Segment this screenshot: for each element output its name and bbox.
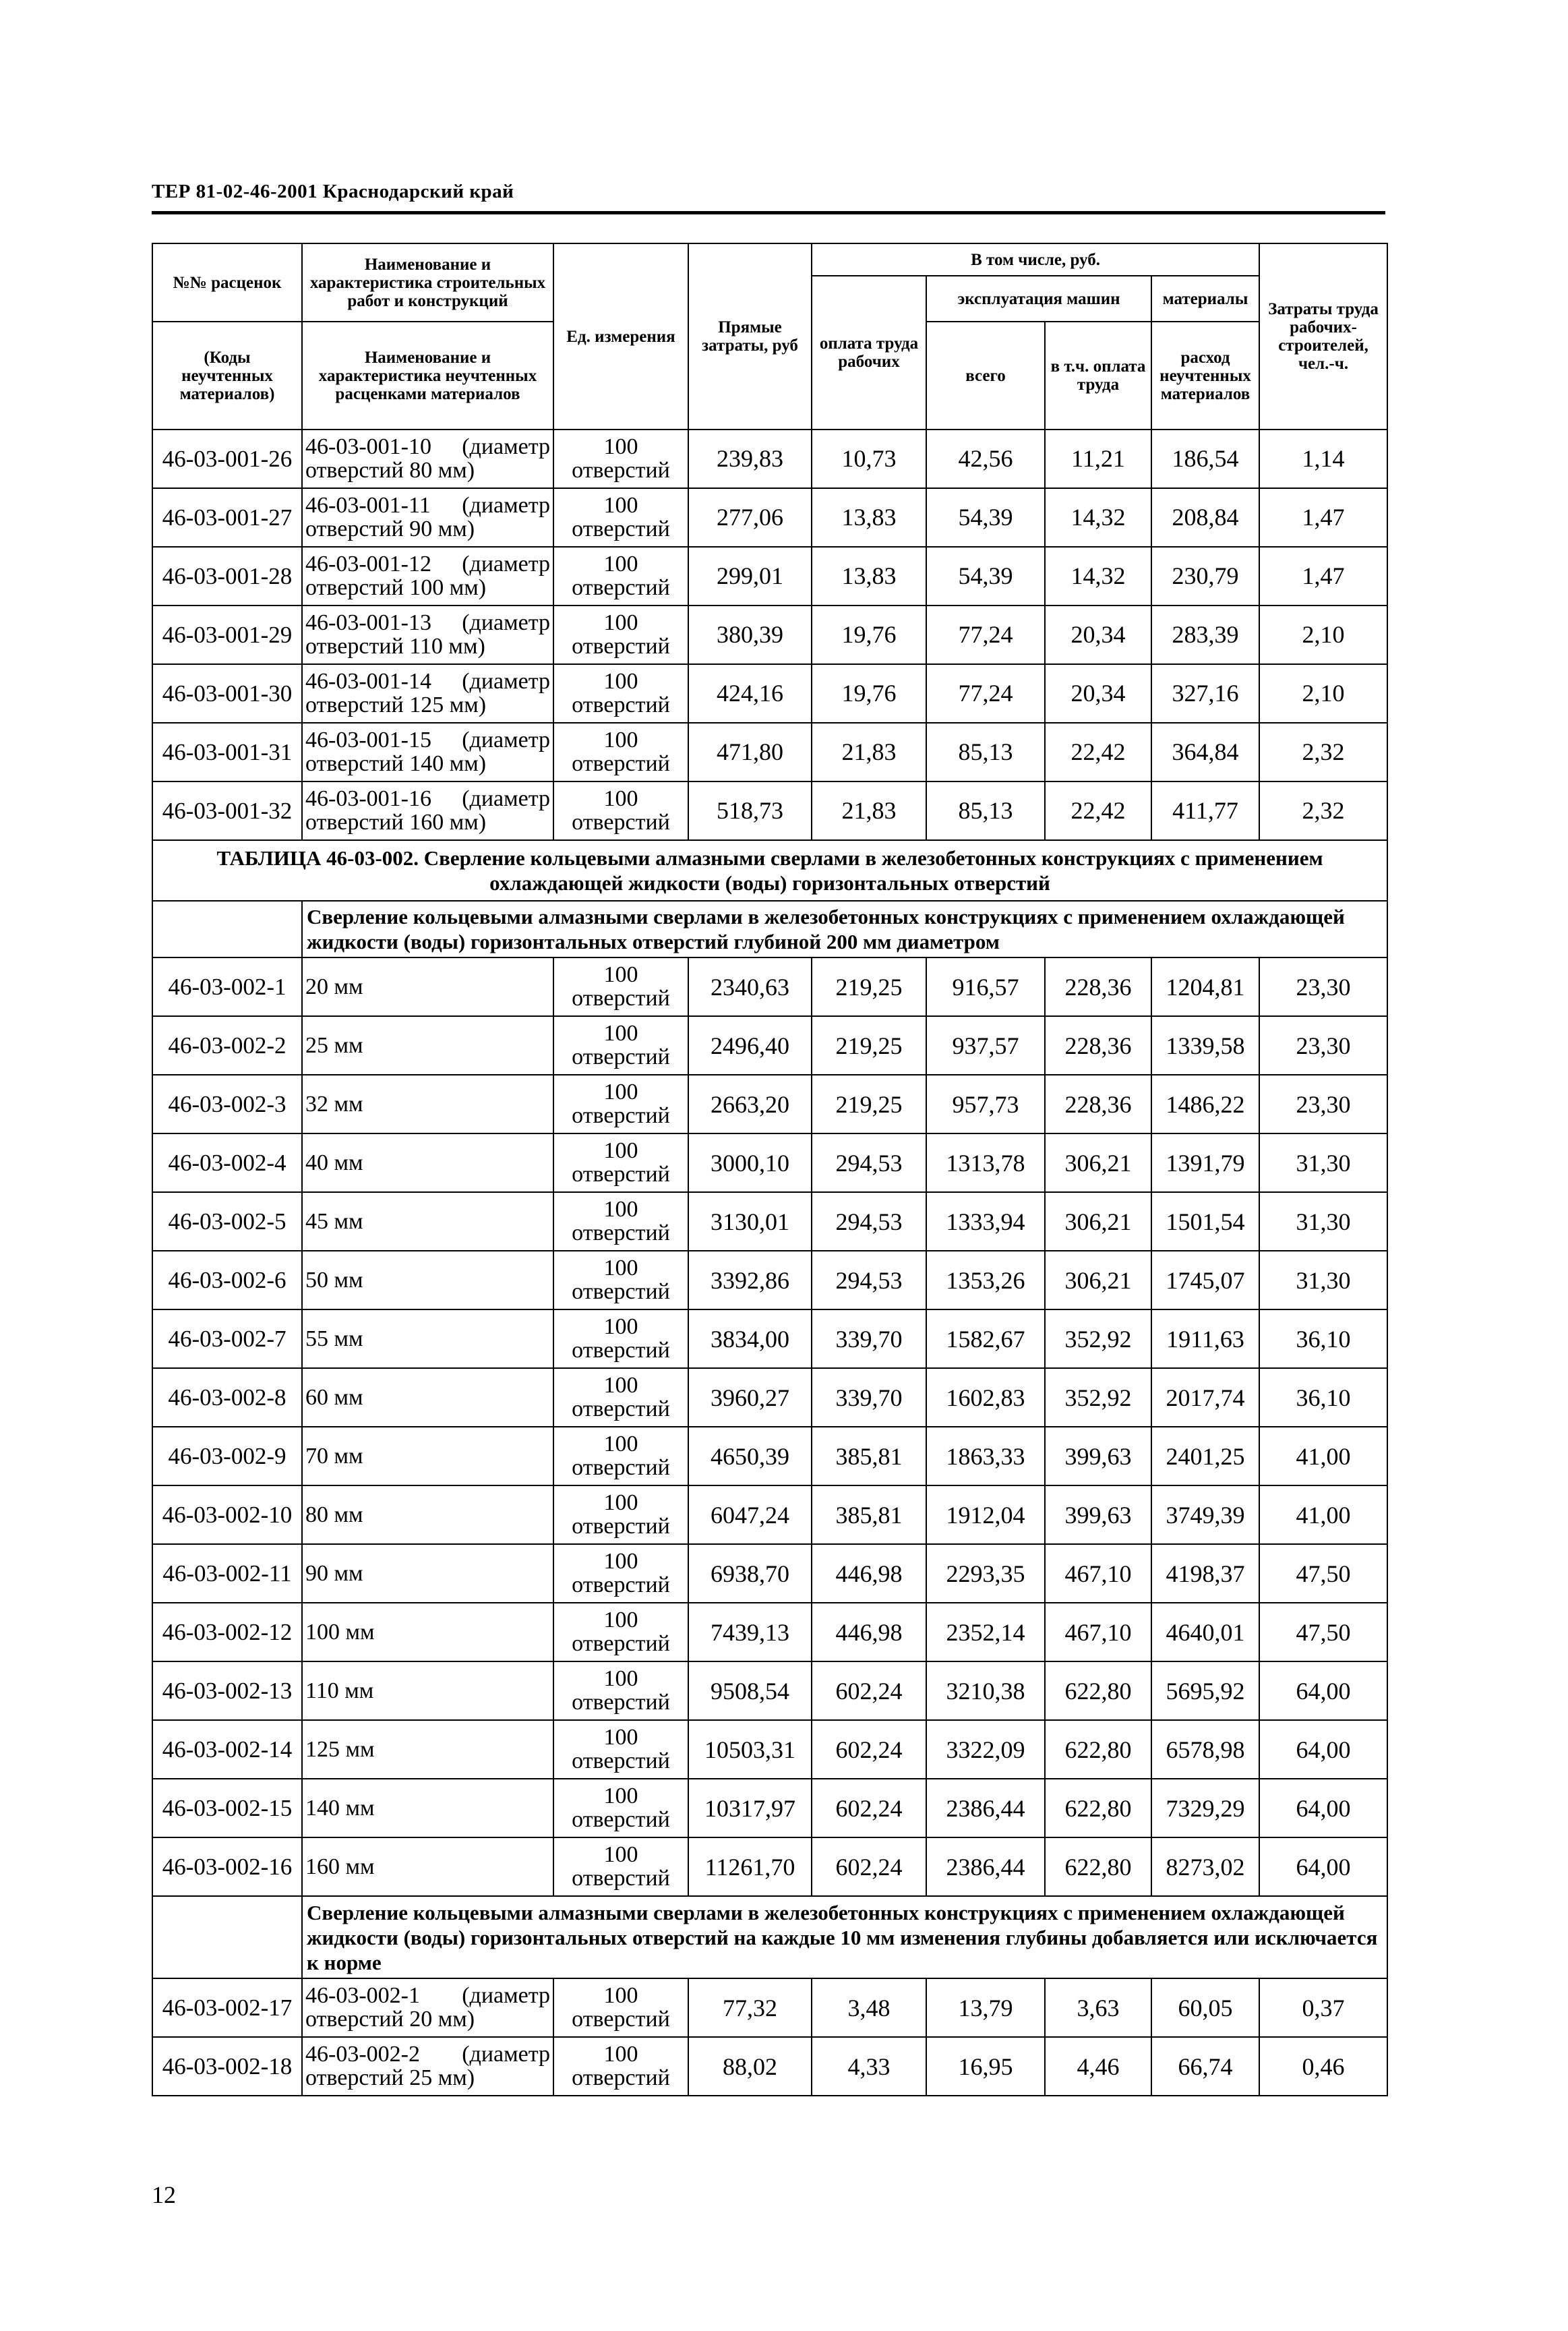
cell-code: 46-03-001-31 [152, 723, 302, 781]
cell-mach: 1582,67 [926, 1309, 1045, 1368]
cell-mach-labor: 14,32 [1045, 488, 1151, 547]
cell-direct: 10317,97 [688, 1779, 812, 1837]
cell-name: 100 мм [302, 1603, 553, 1661]
cell-mach-labor: 467,10 [1045, 1603, 1151, 1661]
cell-mat: 186,54 [1151, 430, 1259, 488]
cell-mach: 54,39 [926, 488, 1045, 547]
cell-unit: 100 отверстий [553, 430, 688, 488]
page-number: 12 [152, 2181, 176, 2208]
empty-code-cell [152, 1896, 302, 1978]
table-row [152, 2037, 1387, 2096]
cell-unit: 100 отверстий [553, 664, 688, 723]
cell-code: 46-03-002-17 [152, 1978, 302, 2037]
cell-hours: 36,10 [1259, 1309, 1387, 1368]
cell-mat: 327,16 [1151, 664, 1259, 723]
cell-hours: 41,00 [1259, 1427, 1387, 1485]
cell-name: 45 мм [302, 1192, 553, 1251]
cell-unit: 100 отверстий [553, 1544, 688, 1603]
cell-code: 46-03-001-29 [152, 606, 302, 664]
empty-code-cell [152, 901, 302, 957]
table-row [152, 1016, 1387, 1075]
cell-mach-labor: 622,80 [1045, 1661, 1151, 1720]
cell-name: 20 мм [302, 957, 553, 1016]
cell-hours: 23,30 [1259, 1075, 1387, 1133]
cell-mat: 1911,63 [1151, 1309, 1259, 1368]
cell-unit: 100 отверстий [553, 1661, 688, 1720]
cell-name: 25 мм [302, 1016, 553, 1075]
table-row [152, 1544, 1387, 1603]
cell-hours: 31,30 [1259, 1251, 1387, 1309]
cell-code: 46-03-002-11 [152, 1544, 302, 1603]
cell-labor: 294,53 [812, 1251, 926, 1309]
header-materials-sub: расход неучтенных материалов [1151, 322, 1259, 430]
cell-hours: 2,32 [1259, 781, 1387, 840]
header-name-bottom: Наименование и характеристика неучтенных расценками материалов [302, 322, 553, 430]
cell-unit: 100 отверстий [553, 723, 688, 781]
cell-name: 60 мм [302, 1368, 553, 1427]
table-row [152, 1485, 1387, 1544]
cell-mach-labor: 20,34 [1045, 606, 1151, 664]
cell-code: 46-03-002-12 [152, 1603, 302, 1661]
cell-name: 46-03-002-2 (диаметр отверстий 25 мм) [302, 2037, 553, 2096]
table-row [152, 1427, 1387, 1485]
cell-mat: 1339,58 [1151, 1016, 1259, 1075]
cell-name: 46-03-001-10 (диаметр отверстий 80 мм) [302, 430, 553, 488]
table-row [152, 606, 1387, 664]
cell-mach-labor: 11,21 [1045, 430, 1151, 488]
table-row [152, 1192, 1387, 1251]
table-row [152, 1309, 1387, 1368]
cell-labor: 602,24 [812, 1837, 926, 1896]
cell-code: 46-03-002-7 [152, 1309, 302, 1368]
cell-mach-labor: 228,36 [1045, 1075, 1151, 1133]
table-row [152, 430, 1387, 488]
table-row [152, 1661, 1387, 1720]
cell-unit: 100 отверстий [553, 1309, 688, 1368]
cell-direct: 277,06 [688, 488, 812, 547]
header-machines-total: всего [926, 322, 1045, 430]
cell-labor: 219,25 [812, 1075, 926, 1133]
table-row [152, 957, 1387, 1016]
cell-hours: 2,10 [1259, 664, 1387, 723]
cell-mach-labor: 228,36 [1045, 1016, 1151, 1075]
cell-mach-labor: 228,36 [1045, 957, 1151, 1016]
cell-labor: 4,33 [812, 2037, 926, 2096]
cell-mach-labor: 14,32 [1045, 547, 1151, 606]
cell-direct: 2340,63 [688, 957, 812, 1016]
cell-hours: 41,00 [1259, 1485, 1387, 1544]
cell-code: 46-03-001-27 [152, 488, 302, 547]
cell-direct: 10503,31 [688, 1720, 812, 1779]
header-labor-pay: оплата труда рабочих [812, 276, 926, 430]
cell-unit: 100 отверстий [553, 1837, 688, 1896]
cell-name: 46-03-001-14 (диаметр отверстий 125 мм) [302, 664, 553, 723]
cell-mat: 1486,22 [1151, 1075, 1259, 1133]
cell-hours: 23,30 [1259, 957, 1387, 1016]
cell-unit: 100 отверстий [553, 781, 688, 840]
cell-name: 70 мм [302, 1427, 553, 1485]
cell-mach-labor: 467,10 [1045, 1544, 1151, 1603]
cell-direct: 518,73 [688, 781, 812, 840]
cell-mat: 4640,01 [1151, 1603, 1259, 1661]
section-title: Сверление кольцевыми алмазными сверлами в железобетонных конструкциях с применением охлаждающей жидкости (воды) горизонтальных отверстий глубиной 200 мм диаметром [302, 901, 1387, 957]
cell-direct: 3960,27 [688, 1368, 812, 1427]
header-code-bottom: (Коды неучтенных материалов) [152, 322, 302, 430]
cell-mat: 2401,25 [1151, 1427, 1259, 1485]
cell-mat: 3749,39 [1151, 1485, 1259, 1544]
table-row [152, 723, 1387, 781]
header-rule [152, 211, 1385, 214]
cell-unit: 100 отверстий [553, 1485, 688, 1544]
cell-mach: 54,39 [926, 547, 1045, 606]
table-row [152, 664, 1387, 723]
cell-mat: 66,74 [1151, 2037, 1259, 2096]
cell-mach: 42,56 [926, 430, 1045, 488]
cell-labor: 219,25 [812, 1016, 926, 1075]
cell-unit: 100 отверстий [553, 488, 688, 547]
cell-hours: 0,37 [1259, 1978, 1387, 2037]
cell-code: 46-03-002-10 [152, 1485, 302, 1544]
cell-mach: 1333,94 [926, 1192, 1045, 1251]
cell-mat: 1745,07 [1151, 1251, 1259, 1309]
table-row [152, 1603, 1387, 1661]
cell-labor: 10,73 [812, 430, 926, 488]
cell-mat: 8273,02 [1151, 1837, 1259, 1896]
cell-direct: 88,02 [688, 2037, 812, 2096]
cell-mat: 283,39 [1151, 606, 1259, 664]
header-name: Наименование и характеристика строительных работ и конструкций [302, 243, 553, 322]
cell-mach: 1863,33 [926, 1427, 1045, 1485]
cell-direct: 299,01 [688, 547, 812, 606]
cell-hours: 64,00 [1259, 1661, 1387, 1720]
cell-code: 46-03-002-14 [152, 1720, 302, 1779]
cell-hours: 64,00 [1259, 1779, 1387, 1837]
cell-labor: 339,70 [812, 1309, 926, 1368]
cell-direct: 471,80 [688, 723, 812, 781]
cell-mach-labor: 352,92 [1045, 1368, 1151, 1427]
cell-mach: 85,13 [926, 723, 1045, 781]
cell-unit: 100 отверстий [553, 1251, 688, 1309]
cell-labor: 446,98 [812, 1544, 926, 1603]
cell-labor: 385,81 [812, 1427, 926, 1485]
cell-unit: 100 отверстий [553, 1016, 688, 1075]
cell-mach: 1353,26 [926, 1251, 1045, 1309]
cell-mat: 4198,37 [1151, 1544, 1259, 1603]
cell-hours: 31,30 [1259, 1192, 1387, 1251]
cell-hours: 1,47 [1259, 547, 1387, 606]
cell-unit: 100 отверстий [553, 1779, 688, 1837]
cell-labor: 294,53 [812, 1192, 926, 1251]
cell-hours: 64,00 [1259, 1837, 1387, 1896]
cell-mach: 2293,35 [926, 1544, 1045, 1603]
cell-mat: 1204,81 [1151, 957, 1259, 1016]
cell-direct: 424,16 [688, 664, 812, 723]
cell-mat: 2017,74 [1151, 1368, 1259, 1427]
cell-unit: 100 отверстий [553, 2037, 688, 2096]
cell-hours: 0,46 [1259, 2037, 1387, 2096]
cell-mach-labor: 306,21 [1045, 1133, 1151, 1192]
cell-mach: 77,24 [926, 606, 1045, 664]
cell-direct: 3392,86 [688, 1251, 812, 1309]
cell-direct: 4650,39 [688, 1427, 812, 1485]
cell-code: 46-03-001-26 [152, 430, 302, 488]
cell-mat: 5695,92 [1151, 1661, 1259, 1720]
cell-mat: 7329,29 [1151, 1779, 1259, 1837]
cell-labor: 21,83 [812, 723, 926, 781]
cell-direct: 6047,24 [688, 1485, 812, 1544]
cell-name: 46-03-002-1 (диаметр отверстий 20 мм) [302, 1978, 553, 2037]
cell-mach: 77,24 [926, 664, 1045, 723]
cell-name: 90 мм [302, 1544, 553, 1603]
table-row [152, 1978, 1387, 2037]
cell-hours: 47,50 [1259, 1603, 1387, 1661]
header-materials: материалы [1151, 276, 1259, 322]
table-row [152, 781, 1387, 840]
cell-unit: 100 отверстий [553, 1720, 688, 1779]
cell-mach: 916,57 [926, 957, 1045, 1016]
cell-code: 46-03-002-3 [152, 1075, 302, 1133]
cell-mach: 937,57 [926, 1016, 1045, 1075]
cell-name: 32 мм [302, 1075, 553, 1133]
cell-unit: 100 отверстий [553, 1427, 688, 1485]
table-title: ТАБЛИЦА 46-03-002. Сверление кольцевыми алмазными сверлами в железобетонных конструкциях с применением охлаждающей жидкости (воды) горизонтальных отверстий [152, 840, 1387, 901]
cell-mach-labor: 622,80 [1045, 1720, 1151, 1779]
cell-mach: 3210,38 [926, 1661, 1045, 1720]
header-direct-costs: Прямые затраты, руб [688, 243, 812, 430]
rates-table [152, 243, 1388, 2096]
table-row [152, 1133, 1387, 1192]
cell-code: 46-03-002-18 [152, 2037, 302, 2096]
cell-code: 46-03-001-32 [152, 781, 302, 840]
section-title: Сверление кольцевыми алмазными сверлами в железобетонных конструкциях с применением охлаждающей жидкости (воды) горизонтальных отверстий на каждые 10 мм изменения глубины добавляется или исключается к норме [302, 1896, 1387, 1978]
cell-labor: 3,48 [812, 1978, 926, 2037]
cell-hours: 36,10 [1259, 1368, 1387, 1427]
cell-code: 46-03-002-16 [152, 1837, 302, 1896]
cell-direct: 2663,20 [688, 1075, 812, 1133]
header-machines: эксплуатация машин [926, 276, 1151, 322]
cell-code: 46-03-002-2 [152, 1016, 302, 1075]
cell-mat: 208,84 [1151, 488, 1259, 547]
table-row [152, 488, 1387, 547]
page-header: ТЕР 81-02-46-2001 Краснодарский край [152, 181, 514, 202]
cell-name: 40 мм [302, 1133, 553, 1192]
cell-code: 46-03-002-9 [152, 1427, 302, 1485]
cell-mat: 411,77 [1151, 781, 1259, 840]
cell-unit: 100 отверстий [553, 1368, 688, 1427]
cell-hours: 1,14 [1259, 430, 1387, 488]
cell-code: 46-03-002-15 [152, 1779, 302, 1837]
cell-code: 46-03-002-1 [152, 957, 302, 1016]
cell-hours: 2,32 [1259, 723, 1387, 781]
cell-mach: 3322,09 [926, 1720, 1045, 1779]
cell-unit: 100 отверстий [553, 606, 688, 664]
cell-mach-labor: 22,42 [1045, 781, 1151, 840]
cell-mach: 85,13 [926, 781, 1045, 840]
cell-mach: 2386,44 [926, 1779, 1045, 1837]
table-row [152, 1368, 1387, 1427]
cell-mat: 364,84 [1151, 723, 1259, 781]
cell-labor: 602,24 [812, 1720, 926, 1779]
cell-direct: 3130,01 [688, 1192, 812, 1251]
cell-labor: 13,83 [812, 488, 926, 547]
cell-name: 46-03-001-15 (диаметр отверстий 140 мм) [302, 723, 553, 781]
cell-labor: 219,25 [812, 957, 926, 1016]
table-row [152, 1075, 1387, 1133]
cell-mach: 1313,78 [926, 1133, 1045, 1192]
cell-unit: 100 отверстий [553, 1603, 688, 1661]
cell-name: 46-03-001-12 (диаметр отверстий 100 мм) [302, 547, 553, 606]
header-machines-labor: в т.ч. оплата труда [1045, 322, 1151, 430]
cell-code: 46-03-002-8 [152, 1368, 302, 1427]
header-including: В том числе, руб. [812, 243, 1259, 276]
cell-direct: 2496,40 [688, 1016, 812, 1075]
cell-hours: 23,30 [1259, 1016, 1387, 1075]
cell-hours: 1,47 [1259, 488, 1387, 547]
cell-name: 55 мм [302, 1309, 553, 1368]
cell-direct: 239,83 [688, 430, 812, 488]
cell-labor: 602,24 [812, 1779, 926, 1837]
cell-name: 110 мм [302, 1661, 553, 1720]
cell-code: 46-03-002-6 [152, 1251, 302, 1309]
cell-name: 125 мм [302, 1720, 553, 1779]
cell-mach-labor: 4,46 [1045, 2037, 1151, 2096]
cell-labor: 19,76 [812, 664, 926, 723]
cell-code: 46-03-001-30 [152, 664, 302, 723]
cell-name: 46-03-001-13 (диаметр отверстий 110 мм) [302, 606, 553, 664]
cell-mach-labor: 306,21 [1045, 1192, 1151, 1251]
cell-mat: 1391,79 [1151, 1133, 1259, 1192]
cell-unit: 100 отверстий [553, 1133, 688, 1192]
cell-mach-labor: 22,42 [1045, 723, 1151, 781]
cell-hours: 47,50 [1259, 1544, 1387, 1603]
cell-direct: 77,32 [688, 1978, 812, 2037]
cell-mach-labor: 622,80 [1045, 1779, 1151, 1837]
cell-mach-labor: 399,63 [1045, 1427, 1151, 1485]
table-row [152, 1720, 1387, 1779]
cell-mach-labor: 20,34 [1045, 664, 1151, 723]
cell-code: 46-03-001-28 [152, 547, 302, 606]
cell-labor: 294,53 [812, 1133, 926, 1192]
cell-unit: 100 отверстий [553, 547, 688, 606]
cell-code: 46-03-002-5 [152, 1192, 302, 1251]
cell-direct: 7439,13 [688, 1603, 812, 1661]
cell-name: 50 мм [302, 1251, 553, 1309]
cell-mach: 1912,04 [926, 1485, 1045, 1544]
cell-mach: 957,73 [926, 1075, 1045, 1133]
cell-labor: 602,24 [812, 1661, 926, 1720]
cell-labor: 385,81 [812, 1485, 926, 1544]
cell-unit: 100 отверстий [553, 1192, 688, 1251]
cell-code: 46-03-002-4 [152, 1133, 302, 1192]
cell-mat: 1501,54 [1151, 1192, 1259, 1251]
cell-hours: 31,30 [1259, 1133, 1387, 1192]
cell-labor: 19,76 [812, 606, 926, 664]
cell-labor: 339,70 [812, 1368, 926, 1427]
cell-mach: 2352,14 [926, 1603, 1045, 1661]
cell-direct: 6938,70 [688, 1544, 812, 1603]
cell-direct: 3000,10 [688, 1133, 812, 1192]
cell-mach: 2386,44 [926, 1837, 1045, 1896]
cell-direct: 9508,54 [688, 1661, 812, 1720]
header-code: №№ расценок [152, 243, 302, 322]
table-row [152, 1779, 1387, 1837]
cell-mach-labor: 3,63 [1045, 1978, 1151, 2037]
cell-mat: 60,05 [1151, 1978, 1259, 2037]
table-row [152, 1251, 1387, 1309]
cell-direct: 3834,00 [688, 1309, 812, 1368]
cell-unit: 100 отверстий [553, 957, 688, 1016]
cell-labor: 21,83 [812, 781, 926, 840]
cell-unit: 100 отверстий [553, 1075, 688, 1133]
cell-name: 46-03-001-11 (диаметр отверстий 90 мм) [302, 488, 553, 547]
cell-hours: 2,10 [1259, 606, 1387, 664]
cell-mach-labor: 306,21 [1045, 1251, 1151, 1309]
cell-mach: 16,95 [926, 2037, 1045, 2096]
cell-direct: 380,39 [688, 606, 812, 664]
header-labor-costs: Затраты труда рабочих-строителей, чел.-ч. [1259, 243, 1387, 430]
cell-unit: 100 отверстий [553, 1978, 688, 2037]
table-row [152, 547, 1387, 606]
cell-mach-labor: 399,63 [1045, 1485, 1151, 1544]
cell-labor: 446,98 [812, 1603, 926, 1661]
table-row [152, 1837, 1387, 1896]
header-unit: Ед. измерения [553, 243, 688, 430]
cell-mach: 13,79 [926, 1978, 1045, 2037]
cell-name: 80 мм [302, 1485, 553, 1544]
cell-code: 46-03-002-13 [152, 1661, 302, 1720]
cell-mach: 1602,83 [926, 1368, 1045, 1427]
cell-name: 160 мм [302, 1837, 553, 1896]
cell-name: 46-03-001-16 (диаметр отверстий 160 мм) [302, 781, 553, 840]
cell-mach-labor: 352,92 [1045, 1309, 1151, 1368]
cell-mat: 230,79 [1151, 547, 1259, 606]
cell-direct: 11261,70 [688, 1837, 812, 1896]
cell-labor: 13,83 [812, 547, 926, 606]
cell-mach-labor: 622,80 [1045, 1837, 1151, 1896]
cell-hours: 64,00 [1259, 1720, 1387, 1779]
cell-name: 140 мм [302, 1779, 553, 1837]
cell-mat: 6578,98 [1151, 1720, 1259, 1779]
